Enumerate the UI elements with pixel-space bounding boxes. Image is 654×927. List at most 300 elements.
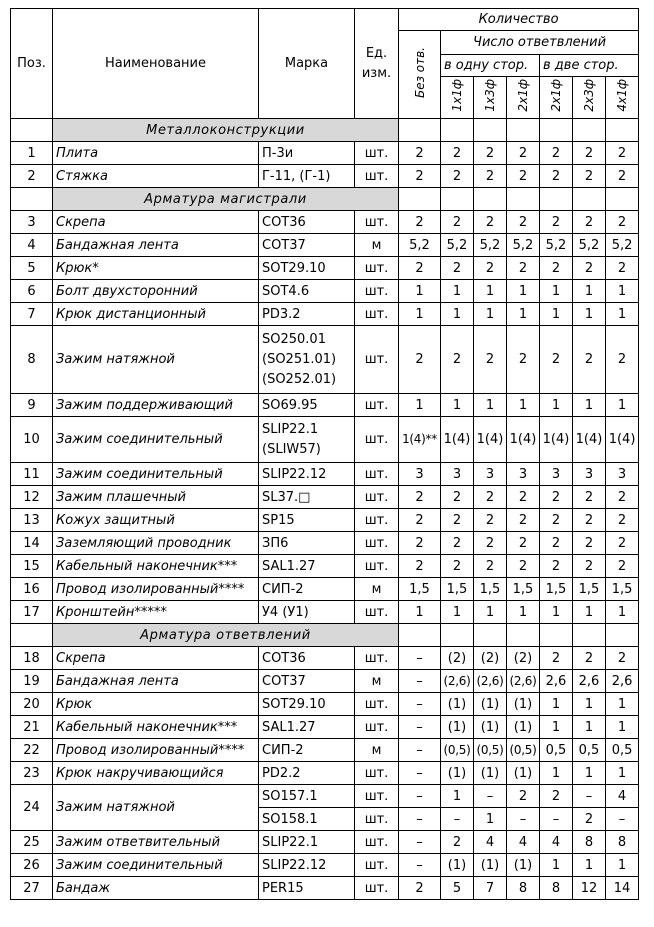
qty-cell: 1: [606, 716, 639, 739]
name-cell: Бандажная лента: [53, 670, 259, 693]
qty-cell: 2: [507, 486, 540, 509]
unit-cell: м: [355, 670, 399, 693]
mark-cell: П-3и: [259, 142, 355, 165]
qty-cell: –: [399, 693, 441, 716]
mark-cell: SLIP22.12: [259, 463, 355, 486]
qty-cell: 2: [507, 326, 540, 394]
mark-cell: SOT29.10: [259, 693, 355, 716]
section-empty-cell: [507, 624, 540, 647]
mark-cell: PER15: [259, 877, 355, 900]
qty-cell: –: [441, 808, 474, 831]
unit-cell: м: [355, 739, 399, 762]
qty-cell: 2: [399, 532, 441, 555]
pos-cell: 5: [11, 257, 53, 280]
qty-cell: 2: [540, 486, 573, 509]
qty-cell: 1: [507, 303, 540, 326]
table-row: [11, 326, 639, 394]
qty-cell: 3: [507, 463, 540, 486]
qty-cell: 3: [540, 463, 573, 486]
section-empty-cell: [474, 188, 507, 211]
qty-cell: 2: [606, 142, 639, 165]
qty-cell: 1: [573, 601, 606, 624]
qty-cell: –: [399, 785, 441, 808]
section-pos-cell: [11, 119, 53, 142]
section-empty-cell: [441, 188, 474, 211]
pos-cell: 17: [11, 601, 53, 624]
mark-cell: СОТ37: [259, 234, 355, 257]
qty-cell: 1: [474, 601, 507, 624]
qty-cell: 1(4): [540, 417, 573, 463]
header-two-sides: в две стор.: [540, 55, 639, 77]
qty-cell: (2): [441, 647, 474, 670]
qty-cell: 3: [606, 463, 639, 486]
mark-cell: SOT4.6: [259, 280, 355, 303]
qty-cell: –: [399, 831, 441, 854]
mark-cell: СОТ37: [259, 670, 355, 693]
unit-cell: шт.: [355, 532, 399, 555]
qty-cell: –: [399, 670, 441, 693]
unit-cell: шт.: [355, 808, 399, 831]
header-col-1-text: 1x1ф: [450, 79, 464, 112]
qty-cell: 2: [474, 555, 507, 578]
section-title: Металлоконструкции: [53, 119, 399, 142]
qty-cell: –: [474, 785, 507, 808]
mark-line: SLIP22.1: [262, 421, 319, 437]
table-row: [11, 463, 639, 486]
qty-cell: 2: [441, 831, 474, 854]
qty-cell: 2: [474, 509, 507, 532]
mark-cell: СИП-2: [259, 578, 355, 601]
mark-cell: SO69.95: [259, 394, 355, 417]
qty-cell: 2: [507, 257, 540, 280]
qty-cell: 1,5: [507, 578, 540, 601]
qty-cell: 2: [507, 555, 540, 578]
qty-cell: 3: [474, 463, 507, 486]
unit-cell: шт.: [355, 394, 399, 417]
section-empty-cell: [441, 624, 474, 647]
name-cell: Кожух защитный: [53, 509, 259, 532]
qty-cell: 1: [474, 394, 507, 417]
section-empty-cell: [573, 188, 606, 211]
qty-cell: 2: [540, 142, 573, 165]
section-empty-cell: [606, 188, 639, 211]
name-cell: Бандаж: [53, 877, 259, 900]
qty-cell: 2: [606, 509, 639, 532]
unit-cell: шт.: [355, 509, 399, 532]
qty-cell: 1: [606, 601, 639, 624]
qty-cell: –: [540, 808, 573, 831]
unit-cell: шт.: [355, 854, 399, 877]
table-row: [11, 165, 639, 188]
name-cell: Плита: [53, 142, 259, 165]
qty-cell: 2: [573, 647, 606, 670]
qty-cell: 1: [474, 303, 507, 326]
qty-cell: 1,5: [606, 578, 639, 601]
qty-cell: –: [399, 647, 441, 670]
section-empty-cell: [399, 624, 441, 647]
qty-cell: 2: [606, 647, 639, 670]
qty-cell: 1: [399, 394, 441, 417]
qty-cell: 4: [474, 831, 507, 854]
table-row: [11, 417, 639, 463]
qty-cell: 1: [540, 854, 573, 877]
qty-cell: 2: [606, 486, 639, 509]
qty-cell: 2: [573, 257, 606, 280]
qty-cell: 2: [573, 211, 606, 234]
section-row: [11, 188, 639, 211]
pos-cell: 2: [11, 165, 53, 188]
header-col-3-text: 2x1ф: [516, 79, 530, 112]
qty-cell: 5,2: [474, 234, 507, 257]
qty-cell: 2: [399, 555, 441, 578]
table-row: [11, 854, 639, 877]
header-col-4-text: 2x1ф: [549, 79, 563, 112]
mark-cell: SOT29.10: [259, 257, 355, 280]
pos-cell: 19: [11, 670, 53, 693]
unit-cell: шт.: [355, 693, 399, 716]
qty-cell: 5: [441, 877, 474, 900]
header-one-side: в одну стор.: [441, 55, 540, 77]
unit-cell: шт.: [355, 601, 399, 624]
qty-cell: 2: [606, 532, 639, 555]
header-col-3: [507, 77, 540, 119]
name-cell: Крюк: [53, 693, 259, 716]
qty-cell: 1: [606, 303, 639, 326]
qty-cell: 1,5: [540, 578, 573, 601]
name-cell: Зажим натяжной: [53, 326, 259, 394]
section-empty-cell: [441, 119, 474, 142]
qty-cell: (2,6): [441, 670, 474, 693]
qty-cell: 1: [573, 693, 606, 716]
pos-cell: 12: [11, 486, 53, 509]
qty-cell: 1,5: [474, 578, 507, 601]
qty-cell: 2: [540, 165, 573, 188]
qty-cell: 2: [474, 211, 507, 234]
qty-cell: 2: [573, 142, 606, 165]
pos-cell: 18: [11, 647, 53, 670]
pos-cell: 9: [11, 394, 53, 417]
qty-cell: –: [507, 808, 540, 831]
qty-cell: 1(4): [507, 417, 540, 463]
unit-cell: м: [355, 234, 399, 257]
unit-cell: шт.: [355, 486, 399, 509]
qty-cell: 1(4)**: [399, 417, 441, 463]
qty-cell: (1): [507, 762, 540, 785]
qty-cell: 1: [606, 394, 639, 417]
qty-cell: 8: [540, 877, 573, 900]
unit-cell: шт.: [355, 280, 399, 303]
table-row: [11, 142, 639, 165]
qty-cell: –: [606, 808, 639, 831]
qty-cell: (2,6): [474, 670, 507, 693]
qty-cell: 2: [573, 532, 606, 555]
qty-cell: 4: [507, 831, 540, 854]
qty-cell: –: [399, 854, 441, 877]
mark-cell: SAL1.27: [259, 716, 355, 739]
qty-cell: 2: [399, 165, 441, 188]
qty-cell: (1): [474, 693, 507, 716]
qty-cell: 2,6: [573, 670, 606, 693]
qty-cell: 2: [441, 211, 474, 234]
name-cell: Кронштейн*****: [53, 601, 259, 624]
pos-cell: 24: [11, 785, 53, 831]
header-pos: Поз.: [11, 9, 53, 119]
qty-cell: 8: [507, 877, 540, 900]
mark-cell: SO157.1: [259, 785, 355, 808]
table-row: [11, 578, 639, 601]
name-cell: Скрепа: [53, 211, 259, 234]
section-row: [11, 624, 639, 647]
qty-cell: 2: [474, 486, 507, 509]
qty-cell: 2: [606, 165, 639, 188]
qty-cell: 2: [399, 877, 441, 900]
unit-cell: шт.: [355, 463, 399, 486]
name-cell: Кабельный наконечник***: [53, 555, 259, 578]
section-empty-cell: [606, 119, 639, 142]
unit-cell: шт.: [355, 831, 399, 854]
qty-cell: 1(4): [441, 417, 474, 463]
qty-cell: 5,2: [441, 234, 474, 257]
unit-cell: шт.: [355, 326, 399, 394]
header-no-branch-text: Без отв.: [412, 46, 427, 99]
pos-cell: 22: [11, 739, 53, 762]
header-col-2-text: 1x3ф: [483, 79, 497, 112]
unit-cell: шт.: [355, 303, 399, 326]
qty-cell: 1: [540, 693, 573, 716]
section-empty-cell: [573, 624, 606, 647]
qty-cell: (1): [507, 693, 540, 716]
qty-cell: (1): [474, 854, 507, 877]
pos-cell: 8: [11, 326, 53, 394]
qty-cell: 12: [573, 877, 606, 900]
mark-cell: SP15: [259, 509, 355, 532]
unit-cell: шт.: [355, 211, 399, 234]
unit-cell: шт.: [355, 257, 399, 280]
qty-cell: 2: [399, 142, 441, 165]
qty-cell: 2: [441, 555, 474, 578]
qty-cell: 2: [474, 165, 507, 188]
qty-cell: (2): [507, 647, 540, 670]
header-quantity: Количество: [399, 9, 639, 31]
qty-cell: 3: [573, 463, 606, 486]
pos-cell: 1: [11, 142, 53, 165]
section-empty-cell: [540, 119, 573, 142]
mark-line: (SO251.01): [262, 351, 337, 367]
qty-cell: (2,6): [507, 670, 540, 693]
qty-cell: 1: [441, 280, 474, 303]
table-row: [11, 647, 639, 670]
section-empty-cell: [540, 188, 573, 211]
table-row: [11, 555, 639, 578]
table-row: [11, 509, 639, 532]
qty-cell: 2,6: [540, 670, 573, 693]
header-unit-text: Ед. изм.: [361, 45, 392, 81]
mark-cell: PD3.2: [259, 303, 355, 326]
name-cell: Крюк накручивающийся: [53, 762, 259, 785]
qty-cell: 2: [507, 142, 540, 165]
qty-cell: 2: [441, 486, 474, 509]
section-title: Арматура ответвлений: [53, 624, 399, 647]
unit-cell: шт.: [355, 647, 399, 670]
name-cell: Зажим плашечный: [53, 486, 259, 509]
qty-cell: 2: [573, 509, 606, 532]
qty-cell: 2: [606, 555, 639, 578]
name-cell: Крюк*: [53, 257, 259, 280]
qty-cell: (0,5): [441, 739, 474, 762]
qty-cell: 1: [540, 303, 573, 326]
qty-cell: 0,5: [573, 739, 606, 762]
mark-cell: [259, 417, 355, 463]
table-row: [11, 234, 639, 257]
qty-cell: 1,5: [399, 578, 441, 601]
section-pos-cell: [11, 188, 53, 211]
mark-cell: ЗП6: [259, 532, 355, 555]
qty-cell: 1: [573, 716, 606, 739]
qty-cell: 0,5: [606, 739, 639, 762]
qty-cell: 2: [507, 211, 540, 234]
mark-cell: У4 (У1): [259, 601, 355, 624]
qty-cell: 5,2: [507, 234, 540, 257]
qty-cell: 7: [474, 877, 507, 900]
mark-line: (SO252.01): [262, 371, 337, 387]
qty-cell: 1: [399, 601, 441, 624]
qty-cell: (1): [441, 716, 474, 739]
header-col-6: [606, 77, 639, 119]
unit-cell: шт.: [355, 165, 399, 188]
qty-cell: 1: [441, 785, 474, 808]
table-body: [11, 9, 639, 900]
unit-cell: шт.: [355, 877, 399, 900]
table-row: [11, 532, 639, 555]
section-pos-cell: [11, 624, 53, 647]
pos-cell: 10: [11, 417, 53, 463]
qty-cell: 2: [540, 555, 573, 578]
qty-cell: 5,2: [573, 234, 606, 257]
name-cell: Бандажная лента: [53, 234, 259, 257]
qty-cell: 1: [474, 280, 507, 303]
qty-cell: (0,5): [474, 739, 507, 762]
section-row: [11, 119, 639, 142]
qty-cell: –: [399, 739, 441, 762]
qty-cell: 1: [606, 693, 639, 716]
mark-cell: SO158.1: [259, 808, 355, 831]
qty-cell: 14: [606, 877, 639, 900]
qty-cell: 1: [606, 854, 639, 877]
qty-cell: 1: [573, 394, 606, 417]
unit-cell: шт.: [355, 142, 399, 165]
qty-cell: 1: [540, 280, 573, 303]
qty-cell: 2: [507, 785, 540, 808]
qty-cell: 1: [573, 854, 606, 877]
header-col-4: [540, 77, 573, 119]
section-empty-cell: [540, 624, 573, 647]
pos-cell: 11: [11, 463, 53, 486]
qty-cell: 2: [573, 555, 606, 578]
pos-cell: 26: [11, 854, 53, 877]
name-cell: Болт двухсторонний: [53, 280, 259, 303]
qty-cell: 2: [507, 532, 540, 555]
mark-cell: СИП-2: [259, 739, 355, 762]
header-no-branch: [399, 31, 441, 119]
table-row: [11, 670, 639, 693]
unit-cell: шт.: [355, 417, 399, 463]
pos-cell: 25: [11, 831, 53, 854]
qty-cell: 1: [573, 762, 606, 785]
table-row: [11, 394, 639, 417]
qty-cell: –: [399, 762, 441, 785]
table-row: [11, 831, 639, 854]
qty-cell: 2: [399, 257, 441, 280]
mark-cell: PD2.2: [259, 762, 355, 785]
header-col-1: [441, 77, 474, 119]
table-row: [11, 257, 639, 280]
qty-cell: 3: [441, 463, 474, 486]
qty-cell: (2): [474, 647, 507, 670]
name-cell: Зажим натяжной: [53, 785, 259, 831]
name-cell: Зажим поддерживающий: [53, 394, 259, 417]
qty-cell: (1): [474, 762, 507, 785]
qty-cell: 2: [540, 532, 573, 555]
mark-cell: SLIP22.1: [259, 831, 355, 854]
pos-cell: 16: [11, 578, 53, 601]
mark-cell: [259, 326, 355, 394]
qty-cell: (1): [507, 854, 540, 877]
pos-cell: 23: [11, 762, 53, 785]
name-cell: Провод изолированный****: [53, 739, 259, 762]
qty-cell: 2: [474, 142, 507, 165]
qty-cell: 1: [540, 762, 573, 785]
name-cell: Крюк дистанционный: [53, 303, 259, 326]
section-empty-cell: [507, 119, 540, 142]
section-title: Арматура магистрали: [53, 188, 399, 211]
mark-cell: Г-11, (Г-1): [259, 165, 355, 188]
pos-cell: 4: [11, 234, 53, 257]
qty-cell: 2: [399, 326, 441, 394]
name-cell: Зажим соединительный: [53, 854, 259, 877]
qty-cell: 2: [540, 509, 573, 532]
qty-cell: 2: [441, 165, 474, 188]
qty-cell: 1: [507, 280, 540, 303]
unit-cell: шт.: [355, 785, 399, 808]
pos-cell: 3: [11, 211, 53, 234]
header-unit: [355, 9, 399, 119]
table-row: [11, 280, 639, 303]
pos-cell: 21: [11, 716, 53, 739]
table-row: [11, 877, 639, 900]
section-empty-cell: [573, 119, 606, 142]
qty-cell: 2: [441, 532, 474, 555]
qty-cell: 1,5: [573, 578, 606, 601]
pos-cell: 27: [11, 877, 53, 900]
qty-cell: 2: [441, 257, 474, 280]
qty-cell: (1): [441, 854, 474, 877]
unit-cell: шт.: [355, 555, 399, 578]
section-empty-cell: [399, 188, 441, 211]
qty-cell: 1: [573, 280, 606, 303]
qty-cell: 2: [399, 509, 441, 532]
qty-cell: 2,6: [606, 670, 639, 693]
name-cell: Зажим ответвительный: [53, 831, 259, 854]
mark-cell: SLIP22.12: [259, 854, 355, 877]
qty-cell: –: [399, 808, 441, 831]
qty-cell: 1: [573, 303, 606, 326]
header-name: Наименование: [53, 9, 259, 119]
table-row: [11, 486, 639, 509]
section-empty-cell: [474, 119, 507, 142]
qty-cell: 2: [507, 165, 540, 188]
qty-cell: 2: [573, 165, 606, 188]
qty-cell: –: [399, 716, 441, 739]
